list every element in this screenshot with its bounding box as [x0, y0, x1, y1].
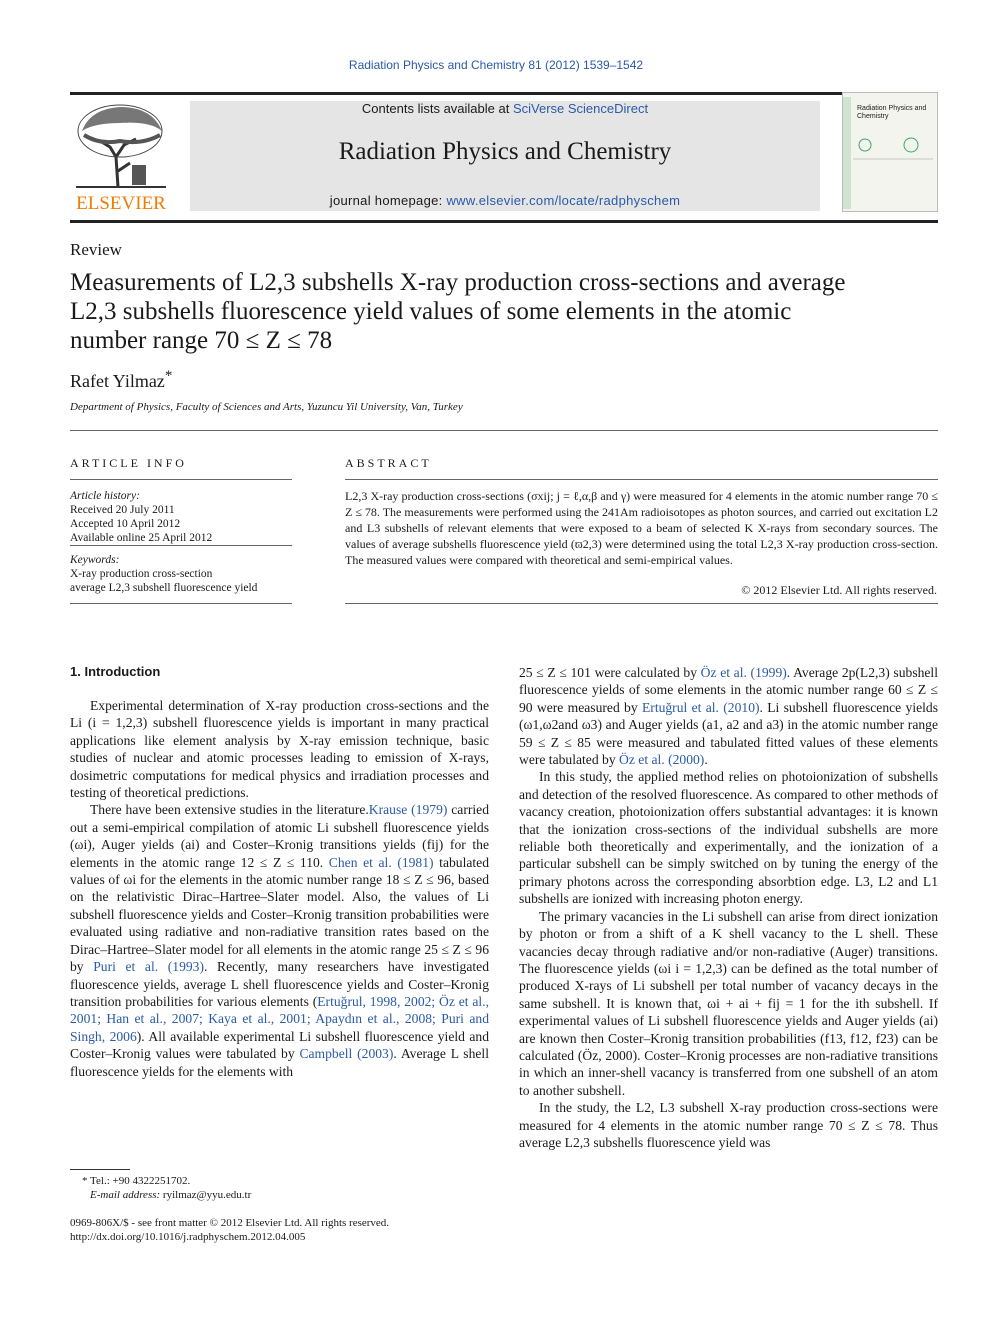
- journal-cover-thumbnail: [842, 92, 938, 212]
- sciencedirect-link[interactable]: SciVerse ScienceDirect: [512, 101, 649, 116]
- text-run: . Average L shell fluorescence yields for the elements with: [70, 1046, 489, 1079]
- footnote-email: [90, 1188, 251, 1202]
- title-line-1: Measurements of L2,3 subshells X-ray production cross-sections and average: [70, 269, 846, 296]
- divider-affiliation: [70, 430, 938, 431]
- divider-abstract-top: [345, 479, 938, 480]
- abstract-heading: ABSTRACT: [345, 456, 432, 470]
- contents-line: [190, 101, 820, 116]
- text-run: There have been extensive studies in the literature.: [90, 802, 369, 818]
- left-column: [70, 697, 489, 1080]
- title-line-3: number range 70 ≤ Z ≤ 78: [70, 327, 333, 354]
- email-label: E-mail address:: [90, 1189, 163, 1201]
- footnote-rule: [70, 1169, 130, 1170]
- text-run: . Recently, many researchers have investigated fluorescence yields, average L shell fluorescence yields and Coster–Kronig transition probabilities for various elements (: [70, 959, 489, 1009]
- doi-link[interactable]: http://dx.doi.org/10.1016/j.radphyschem.2012.04.005: [70, 1231, 306, 1243]
- citation-group[interactable]: Ertuğrul, 1998, 2002; Öz et al., 2001; Han et al., 2007; Kaya et al., 2001; Apaydın et al., 2008; Puri and Singh, 2006: [70, 993, 489, 1044]
- divider-info-mid: [70, 545, 292, 546]
- keywords: [70, 553, 292, 595]
- header-rule-top: [70, 92, 938, 95]
- cover-stripe: [843, 97, 851, 209]
- citation-oz-2000[interactable]: Öz et al. (2000): [619, 752, 705, 768]
- keyword-2: average L2,3 subshell fluorescence yield: [70, 582, 258, 594]
- article-history: [70, 489, 292, 545]
- right-paragraph-3: The primary vacancies in the Li subshell can arise from direct ionization by photon or from a shift of a K shell vacancy to the L shell. These vacancies decay through radiative and/or non-radiative (Auger) transitions. The fluorescence yields (ωi i = 1,2,3) can be defined as the total number of produced X-rays of Li subshell per total number of vacancy decays in the same subshell. It is known that, ωi + ai + fij = 1 for the ith subshell. If experimental values of Li subshell fluorescence yields and Auger yields (ai) are known then Coster–Kronig transition probabilities (f13, f12, f23) can be calculated (Öz, 2000). Coster–Kronig processes are non-radiative transitions in which an inner-shell vacancy is transferred from one subshell of an atom to another subshell.: [519, 908, 938, 1098]
- publisher-wordmark: ELSEVIER: [76, 193, 166, 213]
- issn-line: 0969-806X/$ - see front matter © 2012 Elsevier Ltd. All rights reserved.: [70, 1217, 390, 1229]
- journal-citation[interactable]: Radiation Physics and Chemistry 81 (2012) 1539–1542: [348, 58, 644, 72]
- right-column: [519, 664, 938, 1151]
- keyword-1: X-ray production cross-section: [70, 568, 213, 580]
- cover-graphic: [853, 133, 933, 163]
- intro-paragraph-2: [70, 801, 489, 1080]
- text-run: . Average 2p(L2,3) subshell fluorescence yields of some elements in the atomic number range 60 ≤ Z ≤ 90 were measured by: [519, 665, 938, 715]
- online-date: Available online 25 April 2012: [70, 532, 213, 544]
- affiliation: Department of Physics, Faculty of Sciences and Arts, Yuzuncu Yil University, Van, Turkey: [70, 401, 463, 413]
- title-line-2: L2,3 subshells fluorescence yield values of some elements in the atomic: [70, 298, 792, 325]
- footnote-tel: * Tel.: +90 4322251702.: [82, 1175, 191, 1187]
- right-paragraph-1: [519, 664, 938, 768]
- homepage-line: [190, 193, 820, 208]
- journal-title: Radiation Physics and Chemistry: [338, 138, 672, 165]
- right-paragraph-4: In the study, the L2, L3 subshell X-ray production cross-sections were measured for 4 elements in the atomic number range 70 ≤ Z ≤ 78. Thus average L2,3 subshells fluorescence yield was: [519, 1100, 938, 1150]
- citation-campbell[interactable]: Campbell (2003): [299, 1046, 394, 1062]
- keywords-label: Keywords:: [70, 554, 120, 566]
- header-rule-bottom: [70, 220, 938, 223]
- section-heading-introduction: 1. Introduction: [70, 664, 161, 679]
- email-address[interactable]: ryilmaz@yyu.edu.tr: [162, 1189, 252, 1201]
- divider-abstract-bottom: [345, 603, 938, 604]
- cover-title: Radiation Physics and Chemistry: [857, 105, 927, 120]
- homepage-prefix: journal homepage:: [329, 193, 447, 208]
- text-run: .: [704, 752, 708, 768]
- text-run: 25 ≤ Z ≤ 101 were calculated by: [519, 665, 701, 680]
- citation-krause[interactable]: Krause (1979): [368, 802, 448, 818]
- author-footnote-mark[interactable]: *: [164, 368, 173, 384]
- text-run: tabulated values of ωi for the elements in the atomic number range 18 ≤ Z ≤ 96, based on the relativistic Dirac–Hartree–Slater model. Also, the values of Li subshell fluorescence yields and Coster–Kronig transition probabilities were evaluated using radiative and non-radiative transition rates based on the Dirac–Hartree–Slater model for all elements in the atomic range 25 ≤ Z ≤ 96 by: [70, 854, 489, 975]
- article-type: Review: [70, 240, 122, 259]
- author-name[interactable]: Rafet Yilmaz: [70, 371, 165, 391]
- homepage-link[interactable]: www.elsevier.com/locate/radphyschem: [446, 193, 681, 208]
- divider-info-top: [70, 479, 292, 480]
- citation-ertugrul-2010[interactable]: Ertuğrul et al. (2010): [641, 699, 760, 715]
- article-info-heading: ARTICLE INFO: [70, 456, 187, 470]
- accepted-date: Accepted 10 April 2012: [70, 518, 181, 530]
- right-paragraph-2: In this study, the applied method relies on photoionization of subshells and detection of the resolved fluorescence. As compared to other methods of vacancy creation, photoionization offers substantial advantages: it is known that the ionization cross-sections of the individual subshells are more reliable both theoretically and experimentally, and the ionization of a particular subshell can be simply switched on by tuning the energy of the primary photons across the corresponding absorbtion edge. L3, L2 and L1 subshells are ionized with increasing photon energy.: [519, 769, 938, 907]
- citation-chen[interactable]: Chen et al. (1981): [328, 854, 434, 870]
- citation-oz-1999[interactable]: Öz et al. (1999): [700, 665, 787, 680]
- elsevier-tree-logo: [70, 101, 172, 213]
- article-title: [70, 268, 940, 355]
- contents-prefix: Contents lists available at: [361, 101, 513, 116]
- text-run: . Li subshell fluorescence yields (ω1,ω2and ω3) and Auger yields (a1, a2 and a3) in the atomic number range 59 ≤ Z ≤ 85 were measured and tabulated fitted values of these elements were tabulated by: [519, 699, 938, 768]
- intro-paragraph-1: Experimental determination of X-ray production cross-sections and the Li (i = 1,2,3) subshell fluorescence yields is important in many practical applications like element analysis by X-ray emission technique, basic studies of nuclear and atomic processes leading to emission of X-rays, dosimetric computations for medical physics and irradiation processes and testing of theoretical predictions.: [70, 698, 489, 801]
- abstract-text: L2,3 X-ray production cross-sections (σxij; j = ℓ,α,β and γ) were measured for 4 elements in the atomic number range 70 ≤ Z ≤ 78. The measurements were performed using the 241Am radioisotopes as photon sources, and carried out excitation L2 and L3 subshells of relevant elements that were exposed to a beam of selected K X-rays from secondary sources. The values of average subshells fluorescence yield (ϖ2,3) were determined using the total L2,3 X-ray production cross-section. The measured values were compared with theoretical and semi-empirical values.: [345, 489, 938, 567]
- text-run: ). All available experimental Li subshell fluorescence yield and Coster–Kronig values were tabulated by: [70, 1028, 489, 1062]
- history-label: Article history:: [70, 490, 140, 502]
- text-run: carried out a semi-empirical compilation of atomic Li subshell fluorescence yields (ωi), Auger yields (ai) and Coster–Kronig transitions yields (fij) for the elements in the atomic range 12 ≤ Z ≤ 110.: [70, 802, 489, 870]
- citation-puri[interactable]: Puri et al. (1993): [93, 959, 204, 975]
- received-date: Received 20 July 2011: [70, 504, 175, 516]
- divider-info-bottom: [70, 603, 292, 604]
- author-line: [70, 368, 172, 392]
- abstract-copyright: © 2012 Elsevier Ltd. All rights reserved.: [741, 583, 937, 597]
